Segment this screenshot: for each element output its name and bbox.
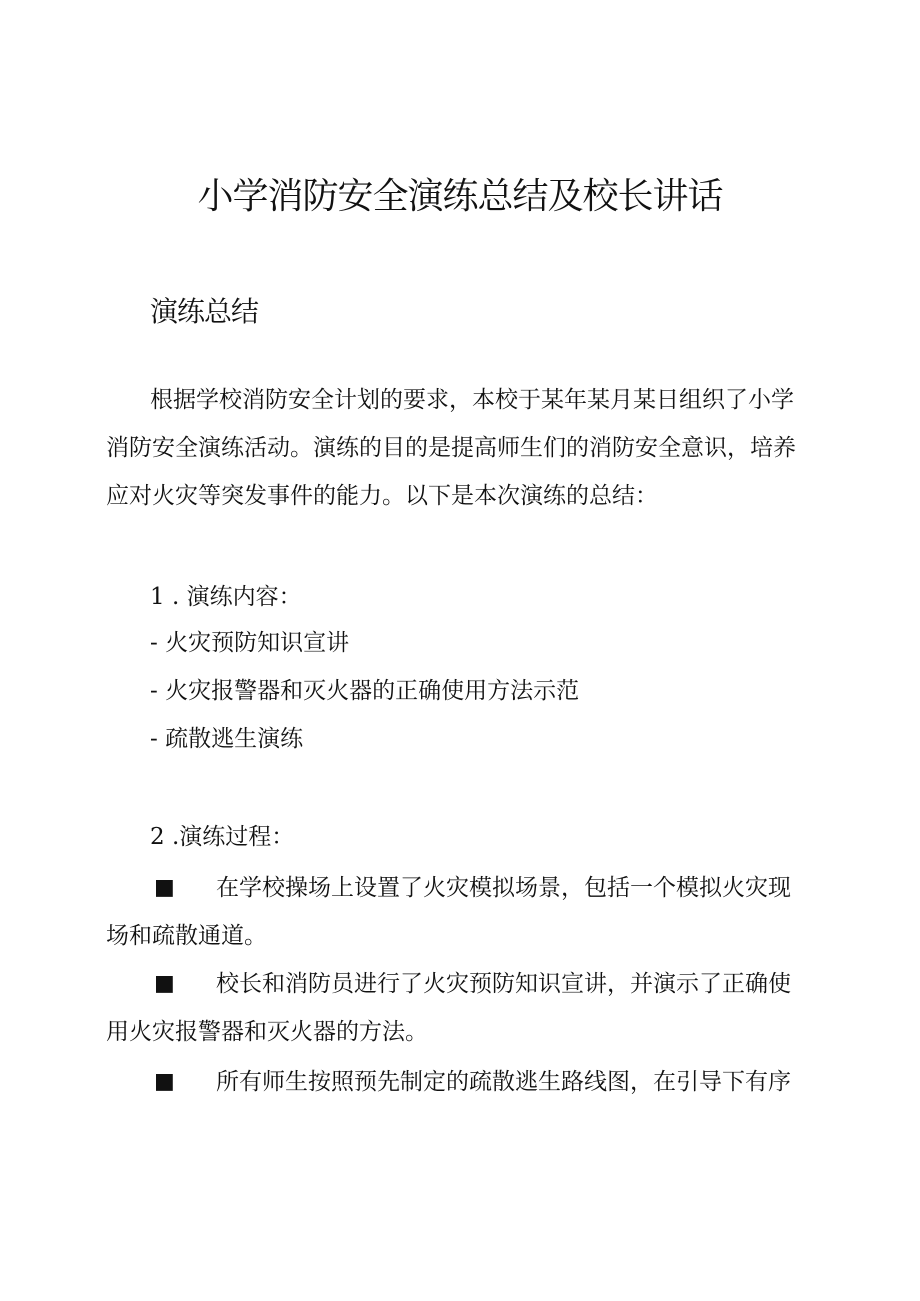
section-heading: 演练总结 <box>150 295 259 328</box>
square-bullet-icon: ■ <box>154 1069 175 1094</box>
process-section-label: 2 .演练过程： <box>150 824 295 850</box>
process-bullet-text: 所有师生按照预先制定的疏散逃生路线图，在引导下有序 <box>216 1069 791 1095</box>
process-bullet-continuation: 场和疏散通道。 <box>106 923 267 949</box>
content-list-item: - 火灾预防知识宣讲 <box>150 630 350 656</box>
intro-line: 消防安全演练活动。演练的目的是提高师生们的消防安全意识，培养 <box>106 435 796 461</box>
intro-line: 应对火灾等突发事件的能力。以下是本次演练的总结： <box>106 483 658 509</box>
process-bullet-text: 在学校操场上设置了火灾模拟场景，包括一个模拟火灾现 <box>216 875 791 901</box>
square-bullet-icon: ■ <box>154 875 175 900</box>
content-list-item: - 疏散逃生演练 <box>150 726 304 752</box>
intro-line: 根据学校消防安全计划的要求，本校于某年某月某日组织了小学 <box>150 387 794 413</box>
square-bullet-icon: ■ <box>154 971 175 996</box>
process-bullet-continuation: 用火灾报警器和灭火器的方法。 <box>106 1019 428 1045</box>
process-bullet-text: 校长和消防员进行了火灾预防知识宣讲，并演示了正确使 <box>216 971 791 997</box>
content-section-label: 1 . 演练内容： <box>150 584 302 610</box>
content-list-item: - 火灾报警器和灭火器的正确使用方法示范 <box>150 678 580 704</box>
document-title: 小学消防安全演练总结及校长讲话 <box>197 176 723 217</box>
intro-paragraph <box>106 376 806 520</box>
